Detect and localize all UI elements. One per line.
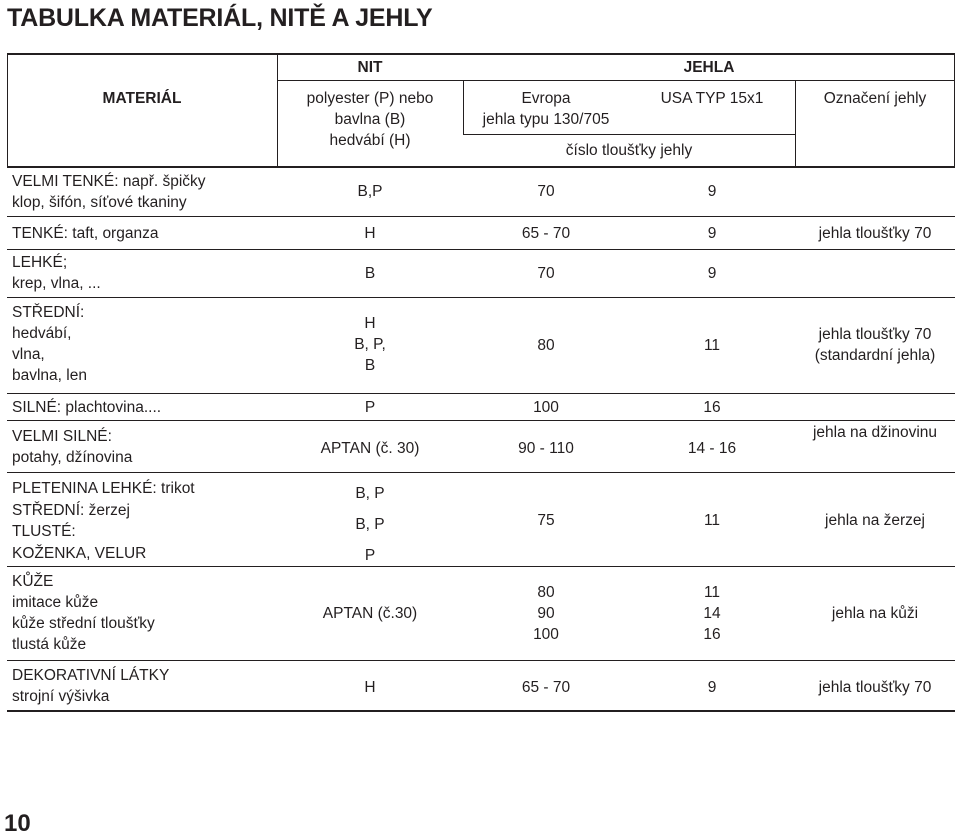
row-nit: P xyxy=(364,399,376,416)
row-nit: H xyxy=(364,225,376,242)
row-material: PLETENINA LEHKÉ: trikot STŘEDNÍ: žerzej TLUSTÉ: KOŽENKA, VELUR xyxy=(12,480,195,562)
page-title: TABULKA MATERIÁL, NITĚ A JEHLY xyxy=(7,4,433,32)
row-material: DEKORATIVNÍ LÁTKY strojní výšivka xyxy=(12,667,170,705)
row-evropa: 100 xyxy=(533,399,559,416)
row-usa: 11 xyxy=(703,337,721,354)
row-nit: APTAN (č. 30) xyxy=(320,440,420,457)
row-usa: 14 - 16 xyxy=(687,440,737,457)
row-evropa: 80 90 100 xyxy=(533,584,559,643)
row-evropa: 75 xyxy=(537,512,555,529)
row-usa: 9 xyxy=(707,679,717,696)
header-oznaceni: Označení jehly xyxy=(823,90,927,107)
row-evropa: 65 - 70 xyxy=(521,225,571,242)
row-nit: B, P B, P P xyxy=(355,485,385,564)
table-line xyxy=(7,566,955,567)
row-evropa: 80 xyxy=(537,337,555,354)
row-evropa: 90 - 110 xyxy=(518,440,574,457)
table-line xyxy=(7,710,955,712)
header-nit-desc: polyester (P) nebo bavlna (B) hedvábí (H) xyxy=(306,90,434,149)
row-nit: APTAN (č.30) xyxy=(322,605,418,622)
row-usa: 16 xyxy=(703,399,721,416)
row-usa: 9 xyxy=(707,183,717,200)
table-line xyxy=(463,134,795,135)
table-line xyxy=(7,53,8,166)
row-oznaceni: jehla tloušťky 70 (standardní jehla) xyxy=(814,326,936,364)
row-usa: 11 14 16 xyxy=(703,584,721,643)
header-jehla: JEHLA xyxy=(683,59,735,76)
row-material: VELMI TENKÉ: např. špičky klop, šifón, síťové tkaniny xyxy=(12,173,206,211)
table-line xyxy=(7,420,955,421)
table-line xyxy=(7,53,955,55)
header-evropa: Evropa jehla typu 130/705 xyxy=(482,90,610,128)
row-usa: 11 xyxy=(703,512,721,529)
row-oznaceni: jehla tloušťky 70 xyxy=(818,679,932,696)
header-usa: USA TYP 15x1 xyxy=(660,90,764,107)
table-line xyxy=(7,166,955,168)
table-line xyxy=(7,297,955,298)
row-oznaceni: jehla tloušťky 70 xyxy=(818,225,932,242)
row-nit: H B, P, B xyxy=(354,315,386,374)
header-cislo: číslo tloušťky jehly xyxy=(565,142,693,159)
row-nit: H xyxy=(364,679,376,696)
table-line xyxy=(7,660,955,661)
table-line xyxy=(7,249,955,250)
table-line xyxy=(277,80,955,81)
row-evropa: 65 - 70 xyxy=(521,679,571,696)
row-oznaceni: jehla na kůži xyxy=(831,605,919,622)
table-line xyxy=(7,472,955,473)
row-material: VELMI SILNÉ: potahy, džínovina xyxy=(12,428,133,466)
row-material: SILNÉ: plachtovina.... xyxy=(12,399,162,416)
row-usa: 9 xyxy=(707,265,717,282)
row-nit: B,P xyxy=(357,183,383,200)
row-oznaceni: jehla na žerzej xyxy=(825,512,925,529)
row-usa: 9 xyxy=(707,225,717,242)
row-nit: B xyxy=(364,265,376,282)
table-line xyxy=(7,393,955,394)
table-line xyxy=(7,216,955,217)
header-nit: NIT xyxy=(357,59,383,76)
row-material: TENKÉ: taft, organza xyxy=(12,225,159,242)
row-evropa: 70 xyxy=(537,265,555,282)
header-material: MATERIÁL xyxy=(102,90,182,107)
row-evropa: 70 xyxy=(537,183,555,200)
row-material: LEHKÉ; krep, vlna, ... xyxy=(12,254,101,292)
row-material: KŮŽE imitace kůže kůže střední tloušťky tlustá kůže xyxy=(12,573,155,653)
row-material: STŘEDNÍ: hedvábí, vlna, bavlna, len xyxy=(12,304,87,384)
page-number: 10 xyxy=(4,810,31,837)
row-oznaceni: jehla na džinovinu xyxy=(812,424,938,441)
